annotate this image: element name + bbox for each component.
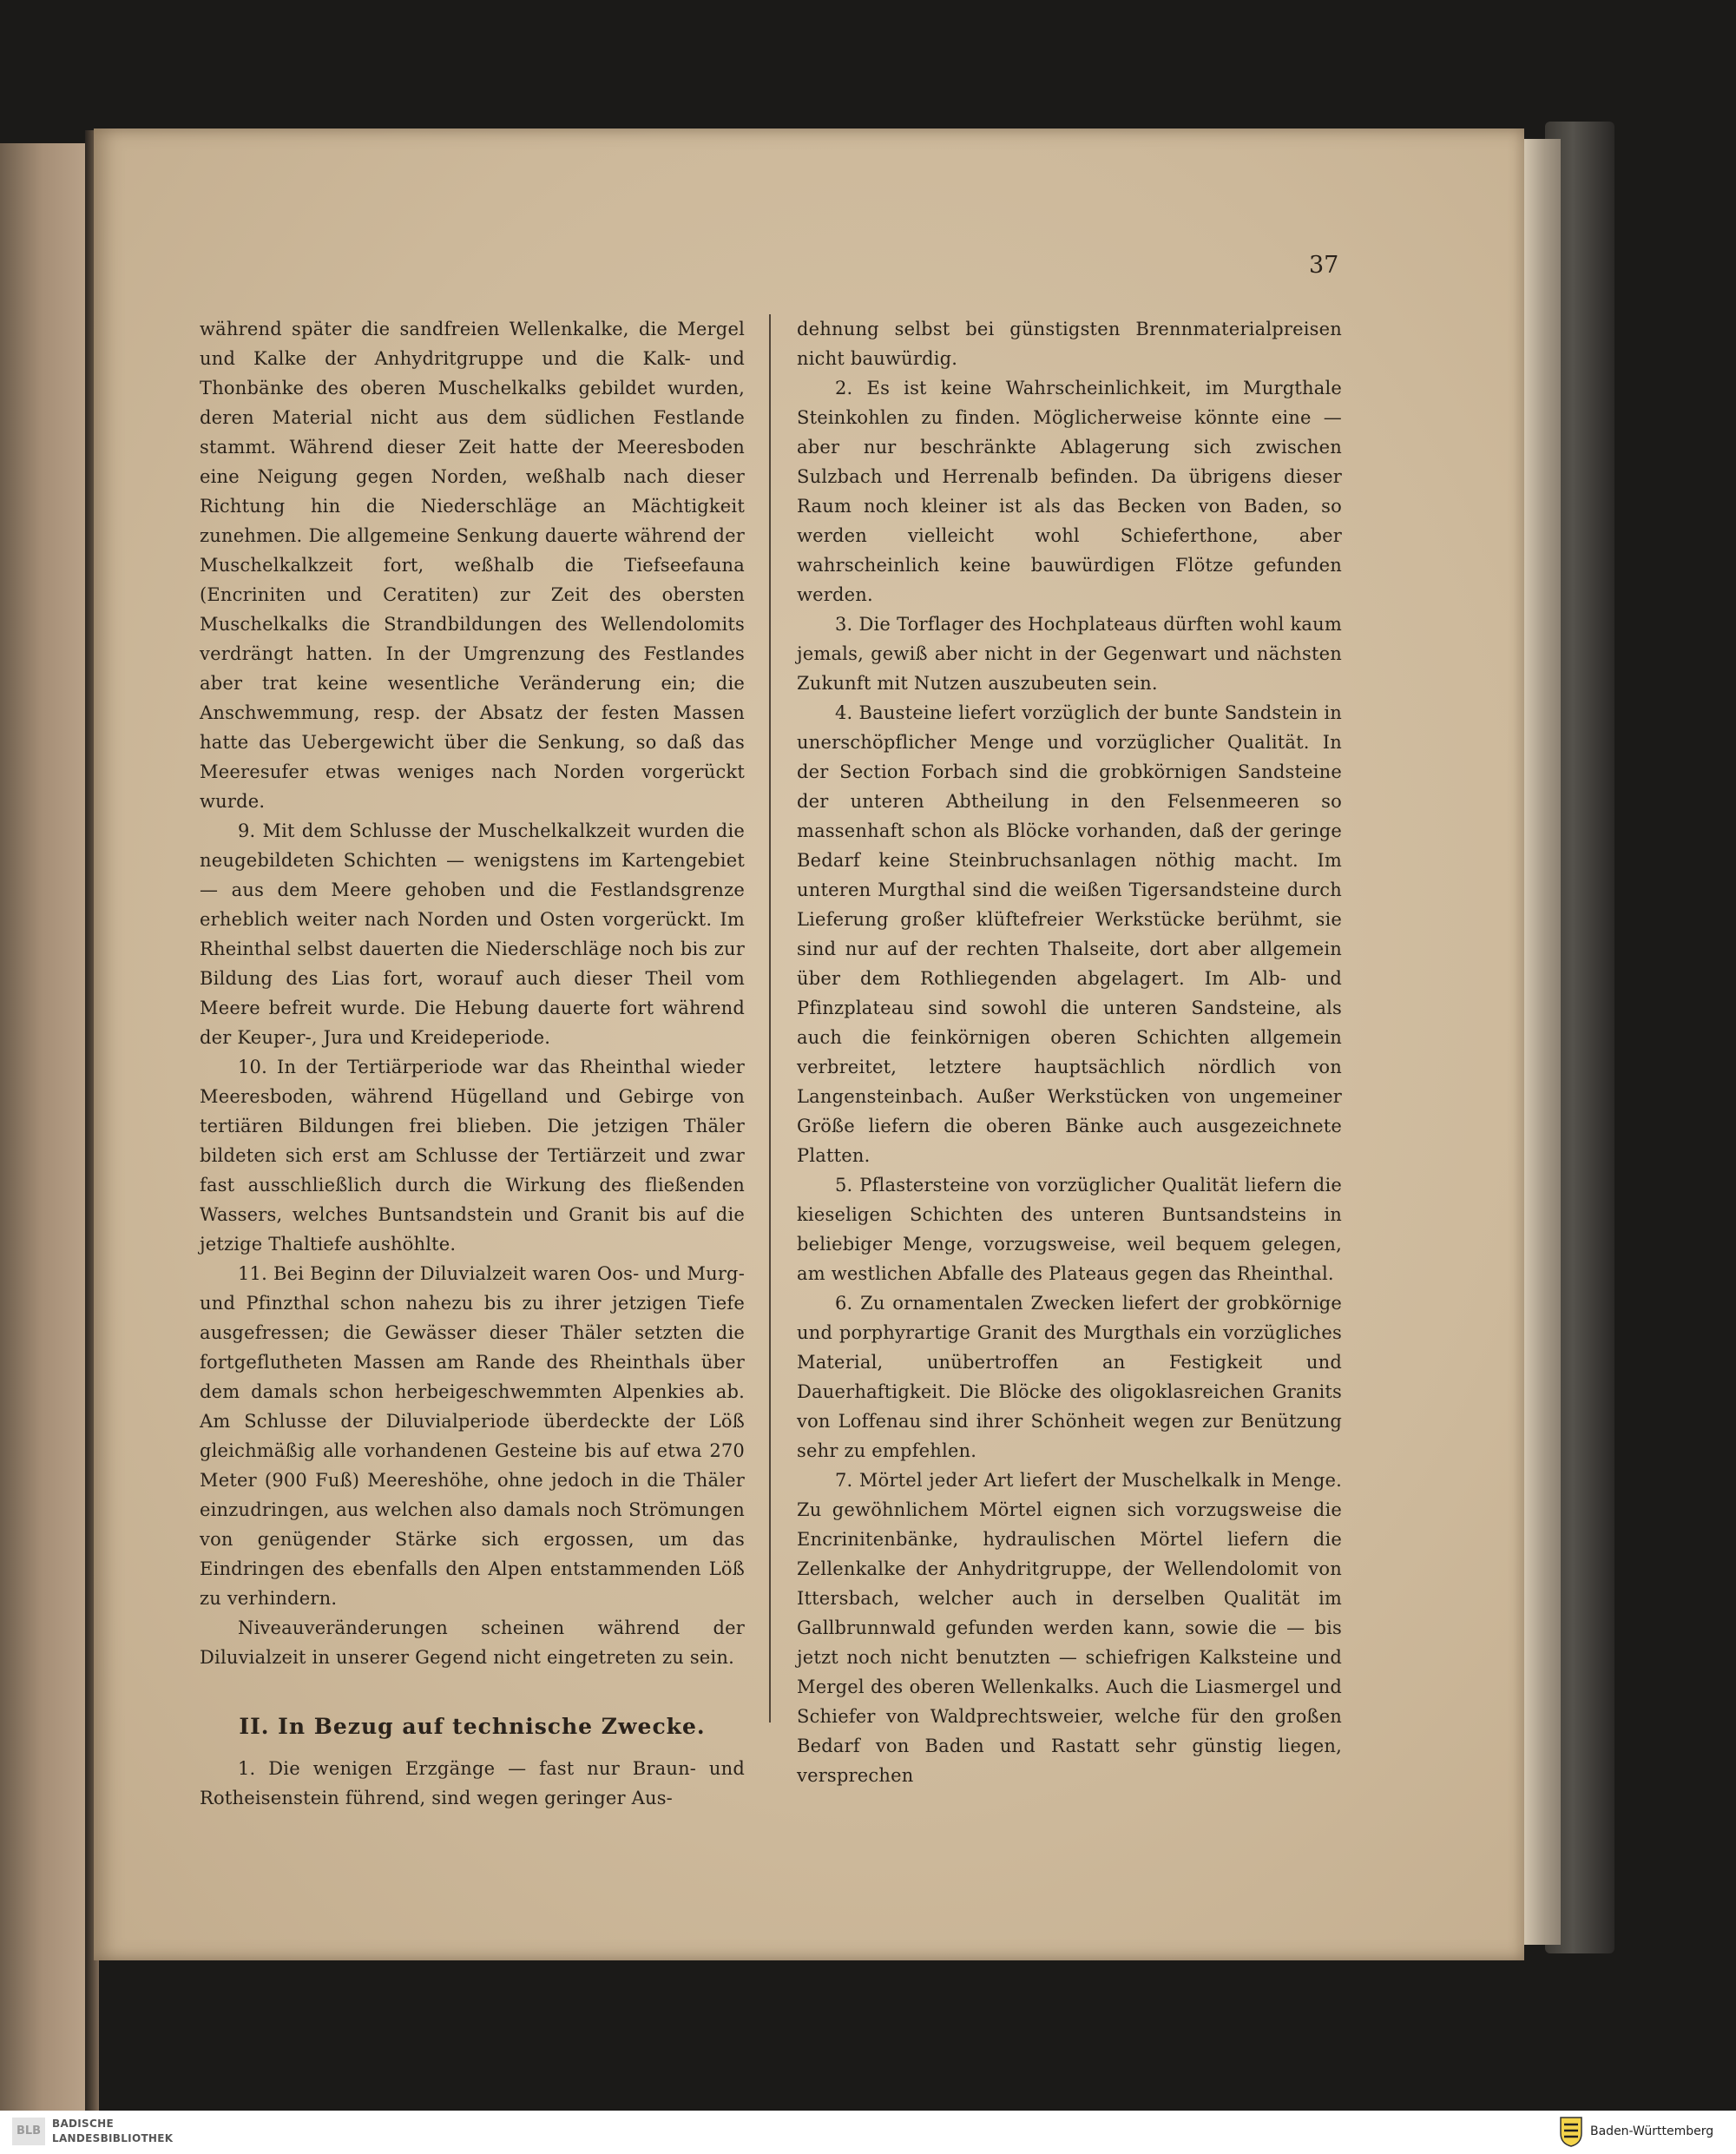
right-column-paragraph: 7. Mörtel jeder Art liefert der Muschelkalk in Menge. Zu gewöhnlichem Mörtel eignen sich vorzugsweise die Encrinitenbänke, hydraulischen Mörtel liefern die Zellenkalke der Anhydritgruppe, der Wellendolomit von Ittersbach, welcher auch in derselben Qualität im Gallbrunnwald gefunden werden kann, sowie die — bis jetzt noch nicht benutzten — schiefrigen Kalksteine und Mergel des oberen Wellenkalks. Auch die Liasmergel und Schiefer von Waldprechtsweier, welche für den großen Bedarf von Baden und Rastatt sehr günstig liegen, versprechen — [797, 1470, 1342, 1786]
blb-name-line2: LANDESBIBLIOTHEK — [52, 2132, 174, 2144]
blb-logo[interactable]: BLB — [12, 2118, 45, 2145]
left-column-paragraph: 1. Die wenigen Erzgänge — fast nur Braun- und Rotheisenstein führend, sind wegen geringer Aus- — [200, 1758, 745, 1808]
left-column-paragraph: während später die sandfreien Wellenkalke, die Mergel und Kalke der Anhydritgruppe und die Kalk- und Thonbänke des oberen Muschelkalks gebildet wurden, deren Material nicht aus dem südlichen Festlande stammt. Während dieser Zeit hatte der Meeresboden eine Neigung gegen Norden, weßhalb nach dieser Richtung hin die Niederschläge an Mächtigkeit zunehmen. Die allgemeine Senkung dauerte während der Muschelkalkzeit fort, weßhalb die Tiefseefauna (Encriniten und Ceratiten) zur Zeit des obersten Muschelkalks die Strandbildungen des Wellendolomits verdrängt hatten. In der Umgrenzung des Festlandes aber trat keine wesentliche Veränderung ein; die Anschwemmung, resp. der Absatz der festen Massen hatte das Uebergewicht über die Senkung, so daß das Meeresufer etwas weniges nach Norden vorgerückt wurde. — [200, 319, 745, 812]
right-column-paragraph: 6. Zu ornamentalen Zwecken liefert der grobkörnige und porphyrartige Granit des Murgthals ein vorzügliches Material, unübertroffen an Festigkeit und Dauerhaftigkeit. Die Blöcke des oligoklasreichen Granits von Loffenau sind ihrer Schönheit wegen zur Benützung sehr zu empfehlen. — [797, 1293, 1342, 1461]
column-divider — [769, 314, 771, 1723]
section-heading: II. In Bezug auf technische Zwecke. — [239, 1714, 706, 1739]
page-number: 37 — [1309, 252, 1339, 279]
left-column-paragraph: 10. In der Tertiärperiode war das Rheinthal wieder Meeresboden, während Hügelland und Gebirge von tertiären Bildungen frei blieben. Die jetzigen Thäler bildeten sich erst am Schlusse der Tertiärzeit und zwar fast ausschließlich durch die Wirkung des fließenden Wassers, welches Buntsandstein und Granit bis auf die jetzige Thaltiefe aushöhlte. — [200, 1057, 745, 1255]
right-column-paragraph: 3. Die Torflager des Hochplateaus dürften wohl kaum jemals, gewiß aber nicht in der Gegenwart und nächsten Zukunft mit Nutzen auszubeuten sein. — [797, 614, 1342, 694]
left-column-paragraph: Niveauveränderungen scheinen während der Diluvialzeit in unserer Gegend nicht eingetreten zu sein. — [200, 1617, 745, 1668]
right-column-paragraph: dehnung selbst bei günstigsten Brennmaterialpreisen nicht bauwürdig. — [797, 319, 1342, 369]
right-column-paragraph: 5. Pflastersteine von vorzüglicher Qualität liefern die kieseligen Schichten des unteren Buntsandsteins in beliebiger Menge, vorzugsweise, weil bequem gelegen, am westlichen Abfalle des Plateaus gegen das Rheinthal. — [797, 1175, 1342, 1284]
bw-emblem-icon — [1559, 2116, 1583, 2147]
bw-name[interactable]: Baden-Württemberg — [1590, 2124, 1714, 2138]
text-column-left — [200, 314, 745, 1813]
page-edges — [1521, 139, 1561, 1945]
blb-name[interactable] — [52, 2117, 173, 2146]
left-page-sliver — [0, 143, 94, 2149]
left-column-paragraph: 9. Mit dem Schlusse der Muschelkalkzeit wurden die neugebildeten Schichten — wenigstens im Kartengebiet — aus dem Meere gehoben und die Festlandsgrenze erheblich weiter nach Norden und Osten vorgerückt. Im Rheinthal selbst dauerten die Niederschläge noch bis zur Bildung des Lias fort, worauf auch dieser Theil vom Meere befreit wurde. Die Hebung dauerte fort während der Keuper-, Jura und Kreideperiode. — [200, 820, 745, 1048]
left-column-paragraph: 11. Bei Beginn der Diluvialzeit waren Oos- und Murg- und Pfinzthal schon nahezu bis zu ihrer jetzigen Tiefe ausgefressen; die Gewässer dieser Thäler setzten die fortgefluthеten Massen am Rande des Rheinthals über dem damals schon herbeigeschwemmten Alpenkies ab. Am Schlusse der Diluvialperiode überdeckte der Löß gleichmäßig alle vorhandenen Gesteine bis auf etwa 270 Meter (900 Fuß) Meereshöhe, ohne jedoch in die Thäler einzudringen, aus welchen also damals noch Strömungen von genügender Stärke sich ergossen, um das Eindringen des ebenfalls den Alpen entstammenden Löß zu verhindern. — [200, 1263, 745, 1609]
viewer-footer — [0, 2111, 1736, 2154]
blb-name-line1: BADISCHE — [52, 2118, 114, 2130]
right-column-paragraph: 2. Es ist keine Wahrscheinlichkeit, im Murgthale Steinkohlen zu finden. Möglicherweise könnte eine — aber nur beschränkte Ablagerung sich zwischen Sulzbach und Herrenalb befinden. Da übrigens dieser Raum noch kleiner ist als das Becken von Baden, so werden vielleicht wohl Schieferthone, aber wahrscheinlich keine bauwürdigen Flötze gefunden werden. — [797, 378, 1342, 605]
right-column-paragraph: 4. Bausteine liefert vorzüglich der bunte Sandstein in unerschöpflicher Menge und vorzüglicher Qualität. In der Section Forbach sind die grobkörnigen Sandsteine der unteren Abtheilung in den Felsenmeeren so massenhaft schon als Blöcke vorhanden, daß der geringe Bedarf keine Steinbruchsanlagen nöthig macht. Im unteren Murgthal sind die weißen Tigersandsteine durch Lieferung großer klüftefreier Werkstücke berühmt, sie sind nur auf der rechten Thalseite, dort aber allgemein über dem Rothliegenden abgelagert. Im Alb- und Pfinzplateau sind sowohl die unteren Sandsteine, als auch die feinkörnigen oberen Schichten allgemein verbreitet, letztere hauptsächlich nördlich von Langensteinbach. Außer Werkstücken von ungemeiner Größe liefern die oberen Bänke auch ausgezeichnete Platten. — [797, 702, 1342, 1166]
text-column-right — [797, 314, 1342, 1790]
